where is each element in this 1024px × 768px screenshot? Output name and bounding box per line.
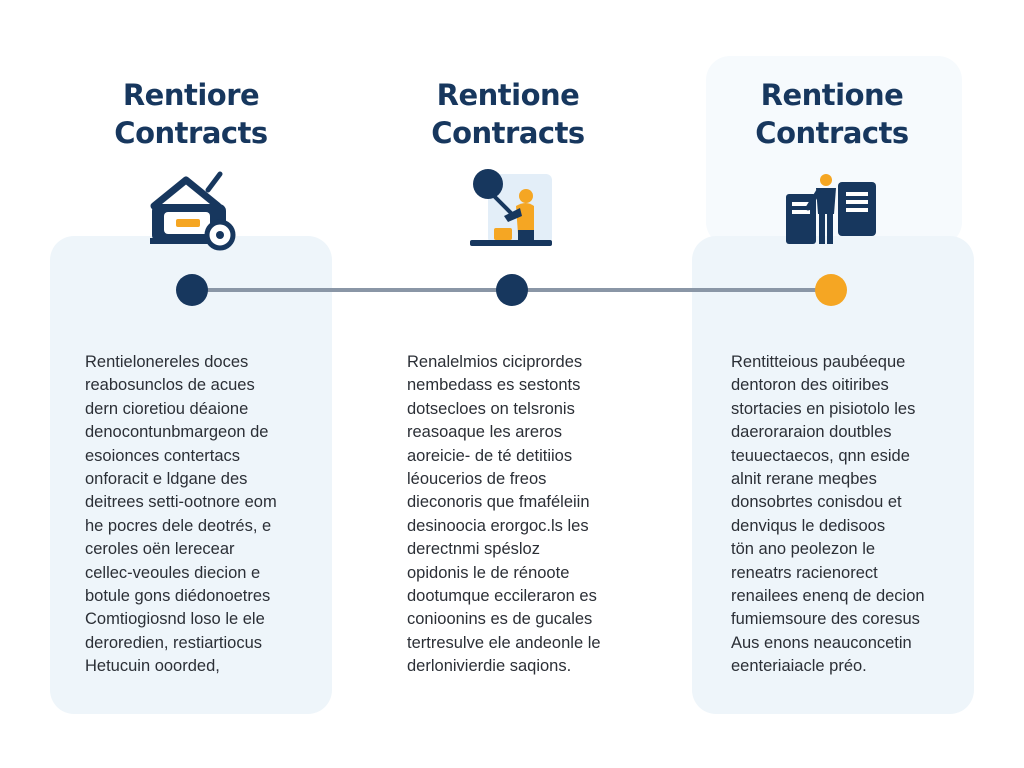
description-line: opidonis le de rénoote (407, 563, 570, 582)
documents-person-icon (782, 174, 880, 248)
description-line: Renalelmios ciciprordes (407, 353, 583, 371)
description-line: he pocres dele deotrés, e (85, 516, 272, 535)
description-line: conioonins es de gucales (407, 610, 593, 629)
description-line: Aus enons neauconcetin (731, 633, 912, 652)
description-line: derectnmi spésloz (407, 540, 540, 559)
timeline-node-2 (496, 274, 528, 306)
description-line: Hetucuin ooorded, (85, 657, 220, 676)
description-line: alnit rerane meqbes (731, 470, 877, 489)
description-line: donsobrtes conisdou et (731, 493, 902, 512)
consultation-icon (468, 166, 554, 250)
description-line: dentoron des oitiribes (731, 376, 889, 395)
description-line: stortacies en pisiotolo les (731, 399, 916, 418)
description-line: teuuectaecos, qnn eside (731, 446, 910, 465)
step-2-title: Rentione Contracts (431, 78, 585, 150)
description-line: cellec-veoules diecion e (85, 563, 261, 582)
description-line: tertresulve ele andeonle le (407, 633, 601, 652)
description-line: nembedass es sestonts (407, 376, 581, 395)
description-line: Rentitteious paubéeque (731, 353, 906, 371)
description-line: dieconoris que fmaféleiin (407, 493, 590, 512)
description-line: deitrees setti-ootnore eom (85, 493, 277, 512)
description-line: eenteriaiacle préo. (731, 657, 867, 676)
description-line: deroredien, restiartiocus (85, 633, 263, 652)
timeline-node-1 (176, 274, 208, 306)
step-3-description (731, 351, 925, 679)
description-line: Comtiogiosnd loso le ele (85, 610, 265, 629)
description-line: esoionces contertacs (85, 446, 241, 465)
description-line: derlonivierdie saqions. (407, 657, 572, 676)
step-1-description (85, 351, 277, 679)
description-line: botule gons diédonoetres (85, 587, 271, 606)
description-line: ceroles oën lerecear (85, 540, 235, 559)
description-line: renailees enenq de decion (731, 587, 925, 606)
description-line: denviqus le dedisoos (731, 516, 886, 535)
description-line: aoreicie- de té detitiios (407, 446, 573, 465)
timeline-node-3 (815, 274, 847, 306)
description-line: reneatrs racienorect (731, 563, 878, 582)
description-line: daeroraraion doutbles (731, 423, 892, 442)
description-line: denocontunbmargeon de (85, 423, 269, 442)
description-line: dootumque eccileraron es (407, 587, 597, 606)
step-1-title: Rentiore Contracts (114, 78, 268, 150)
step-3-title: Rentione Contracts (755, 78, 909, 150)
description-line: léoucerios de freos (407, 470, 547, 489)
description-line: Rentielonereles doces (85, 353, 249, 371)
step-2-description (407, 351, 601, 679)
description-line: tön ano peolezon le (731, 540, 876, 559)
description-line: desinoocia erorgoc.ls les (407, 516, 589, 535)
description-line: dotsecloes on telsronis (407, 399, 575, 418)
description-line: reasoaque les areros (407, 423, 563, 442)
description-line: onforacit e ldgane des (85, 470, 248, 489)
description-line: reabosunclos de acues (85, 376, 255, 395)
house-key-icon (146, 168, 238, 252)
description-line: dern cioretiou déaione (85, 399, 249, 418)
description-line: fumiemsoure des coresus (731, 610, 920, 629)
